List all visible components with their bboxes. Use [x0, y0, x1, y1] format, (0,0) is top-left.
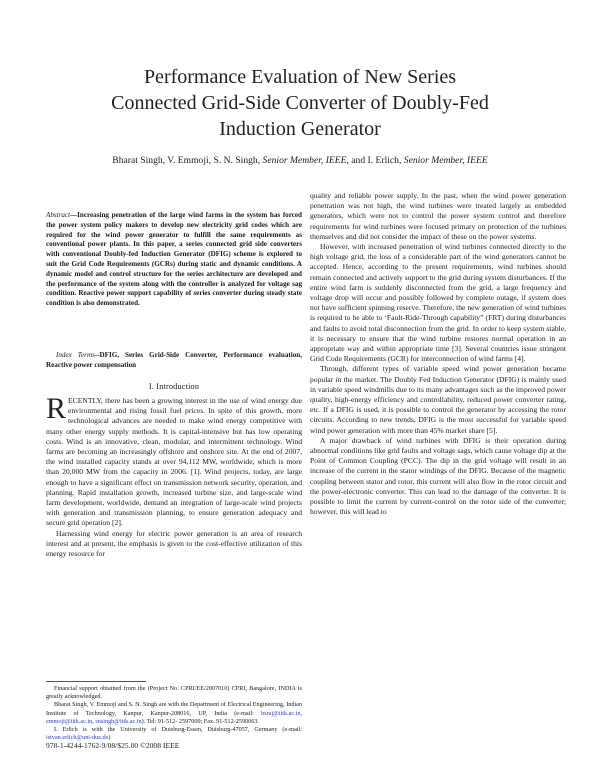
right-paragraph-2: However, with increased penetration of wind turbines connected directly to the high voltage grid, the loss of a considerable part of the wind generators cannot be accepted. Hence, according to the present requirements, wind turbines should remain connected and actively support to the grid during system disturbances. If the entire wind farm is suddenly disconnected from the grid, a large frequency and voltage drop will occur and possibly followed by complete outage, if system does not have sufficient spinning reserve. Therefore, the new generation of wind turbines is required to be able to ‘Fault-Ride-Through capability” (FRT) during disturbances and faults to avoid total disconnection from the grid. In order to keep system stable, it is necessary to ensure that the wind turbine restores normal operation in an appropriate way and within appropriate time [3]. Several countries issue stringent Grid Code Requirements (GCR) for interconnection of wind farms [4].	[310, 242, 566, 364]
email-link-erlich[interactable]: istvan.erlich@uni-due.de	[46, 734, 109, 742]
title-line-1: Performance Evaluation of New Series	[143, 66, 457, 88]
right-paragraph-3: Through, different types of variable speed wind power generation became popular in the market. The Doubly Fed Induction Generator (DFIG) is mainly used in variable speed windmills due to its many advantages such as the improved power quality, high-energy efficiency and controllability, reduced power converter rating, etc. If a DFIG is used, it is possible to control the generator by accessing the rotor circuits. According to new trends, DFIG is the most successful for variable speed wind power generation with more than 45% market share [5].	[310, 364, 566, 435]
right-paragraph-1: quality and reliable power supply. In the past, when the wind power generation penetration was not high, the wind turbines were treated largely as embedded generators, which were not to control the power system control and therefore requirements for wind turbines were focused primary on protection of the turbines themselves and did not consider the impact of these on the power systems.	[310, 191, 566, 241]
intro-paragraph-1	[46, 392, 302, 529]
abstract-text: —Increasing penetration of the large wind farms in the system has forced the power system policy makers to develop new electricity grid codes which are required for the wind power generator to fulfill the same requirements as conventional power plants. In this paper, a series connected grid side converters with conventional Doubly-fed Induction Generator (DFIG) scheme is explored to suit the Grid Code Requirements (GCRs) during static and dynamic conditions. A dynamic model and control structure for the series architecture are developed and the performance of the system along with the controller is analyzed for voltage sag condition. Reactive power support capability of series converter during steady state condition is also demonstrated.	[46, 211, 302, 308]
author-role-b: Senior Member, IEEE	[403, 155, 488, 166]
footnote-funding: Financial support obtained from the (Project No. CPRI/EE/2007010) CPRI, Bangalore, INDIA is greatly acknowledged.	[46, 685, 302, 701]
author-names-a: Bharat Singh, V. Emmoji, S. N. Singh,	[112, 155, 261, 166]
intro-paragraph-1-text: ECENTLY, there has been a growing interest in the use of wind energy due environmental and rising fossil fuel prices. In spite of this growth, more technological advances are needed to make wind energy competitive with many other energy supply methods. It is capital-intensive but has low operating costs. Wind is an innovative, clean, modular, and intermittent technology. Wind farms are becoming an increasingly offshore and onshore site. At the end of 2007, the wind installed capacity stands at over 94,112 MW, worldwide, which is more than 20,000 MW from the capacity in 2006. [1]. Wind projects, today, are large enough to have a significant effect on transmission network security, operation, and planning. Rapid installation growth, increased turbine size, and large-scale wind farm development, worldwide, demand an integration of large-scale wind projects with generation and transmission planning, to ensure generation adequacy and secure grid operation [2].	[46, 396, 302, 528]
email-link-emmoji[interactable]: emmoji@iitk.ac.in	[46, 717, 93, 725]
section-heading-introduction: I. Introduction	[148, 382, 200, 391]
right-column-body	[310, 191, 566, 518]
isbn-copyright-line: 978-1-4244-1762-9/08/$25.00 ©2008 IEEE	[46, 741, 180, 750]
abstract-lead: Abstract	[46, 211, 71, 219]
footnote-affiliation-duisburg	[46, 726, 302, 742]
email-link-bsraj[interactable]: bsraj@iitk.ac.in	[261, 709, 301, 717]
footnotes	[46, 685, 302, 742]
author-role-a: Senior Member, IEEE	[262, 155, 347, 166]
title-line-2: Connected Grid-Side Converter of Doubly-Fed	[111, 92, 489, 114]
index-terms-text: --DFIG, Series Grid-Side Converter, Performance evaluation, Reactive power compensation	[46, 351, 302, 369]
introduction-body	[46, 392, 302, 559]
footnote-affiliation-duisburg-text: I. Erlich is with the University of Duisburg-Essen, Duisburg-47057, Germany (e-mail:	[54, 726, 302, 734]
drop-cap: R	[46, 392, 67, 425]
footnote-rule	[46, 681, 146, 682]
index-terms-lead: Index Terms	[56, 351, 95, 359]
author-list	[40, 155, 560, 166]
index-terms	[46, 351, 302, 371]
footnote-affiliation-iitk-text: Bharat Singh, V. Emmoji and S. N. Singh are with the Department of Electrical Engineering, Indian Institute of Technology, Kanpur, Kanpur-208016, UP, India (e-mail:	[46, 701, 302, 717]
intro-paragraph-2: Harnessing wind energy for electric power generation is an area of research interest and at present, the emphasis is given to the cost-effective utilization of this energy resource for	[46, 528, 302, 559]
title-line-3: Induction Generator	[219, 118, 381, 140]
footnote-affiliation-iitk: Bharat Singh, V. Emmoji and S. N. Singh are with the Department of Electrical Engineering, Indian Institute of Technology, Kanpur, Kanpur-208016, UP, India (e-mail: bsraj@iitk.ac.in, emmoji@iitk.ac.in, snsingh@iitk.ac.in). Tel: 91-512- 2597009; Fax. 91-512-2590063.	[46, 701, 302, 725]
footnote-affiliation-duisburg-close: )	[108, 734, 111, 742]
paper-title	[40, 64, 560, 142]
footnote-affiliation-iitk-contact: ). Tel: 91-512- 2597009; Fax. 91-512-2590063.	[141, 717, 259, 725]
right-paragraph-4: A major drawback of wind turbines with DFIG is their operation during abnormal conditions like grid faults and voltage sags, which cause voltage dip at the Point of Common Coupling (PCC). The dip in the grid voltage will result in an increase of the current in the stator windings of the DFIG. Because of the magnetic coupling between stator and rotor, this current will also flow in the rotor circuit and the power-electronic converter. This can lead to the damage of the converter. It is possible to limit the current by current-control on the rotor side of the converter; however, this will lead to	[310, 435, 567, 517]
email-link-snsingh[interactable]: snsingh@iitk.ac.in	[95, 717, 142, 725]
abstract	[46, 211, 302, 309]
author-names-b: , and I. Erlich,	[346, 155, 402, 166]
